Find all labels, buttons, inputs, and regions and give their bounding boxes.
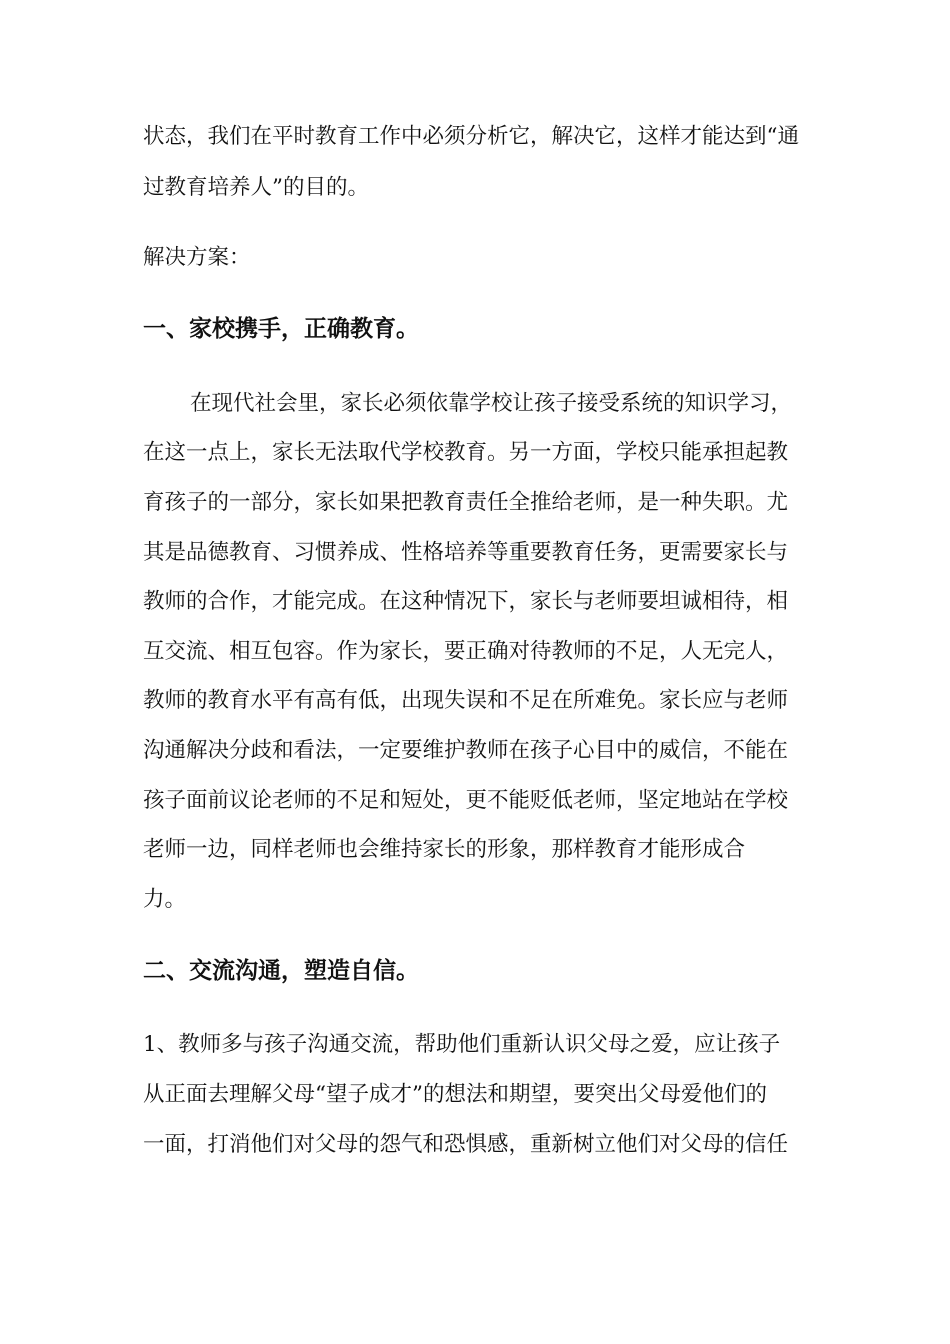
paragraph-line: 沟通解决分歧和看法，一定要维护教师在孩子心目中的威信，不能在: [143, 738, 789, 763]
paragraph-line: 孩子面前议论老师的不足和短处，更不能贬低老师，坚定地站在学校: [143, 788, 789, 813]
paragraph-line: 从正面去理解父母“望子成才”的想法和期望，要突出父母爱他们的: [143, 1082, 767, 1107]
paragraph-line: 一面，打消他们对父母的怨气和恐惧感，重新树立他们对父母的信任: [143, 1132, 789, 1157]
paragraph-line: 互交流、相互包容。作为家长，要正确对待教师的不足，人无完人，: [143, 639, 789, 664]
paragraph-line: 教师的教育水平有高有低，出现失误和不足在所难免。家长应与老师: [143, 688, 789, 713]
section-heading: 二、交流沟通，塑造自信。: [143, 958, 419, 984]
paragraph-line: 老师一边，同样老师也会维持家长的形象，那样教育才能形成合: [143, 837, 746, 862]
paragraph-line: 其是品德教育、习惯养成、性格培养等重要教育任务，更需要家长与: [143, 540, 789, 565]
paragraph-line: 教师的合作，才能完成。在这种情况下，家长与老师要坦诚相待，相: [143, 589, 789, 614]
intro-line: 过教育培养人”的目的。: [143, 175, 369, 200]
solution-label: 解决方案：: [143, 245, 251, 270]
paragraph-line: 在这一点上，家长无法取代学校教育。另一方面，学校只能承担起教: [143, 440, 789, 465]
section-heading: 一、家校携手，正确教育。: [143, 316, 419, 342]
paragraph-line: 力。: [143, 887, 187, 912]
paragraph-line: 育孩子的一部分，家长如果把教育责任全推给老师，是一种失职。尤: [143, 490, 789, 515]
intro-line: 状态，我们在平时教育工作中必须分析它，解决它，这样才能达到“通: [143, 124, 799, 149]
paragraph-line: 在现代社会里，家长必须依靠学校让孩子接受系统的知识学习，: [190, 391, 793, 416]
paragraph-line: 1、教师多与孩子沟通交流，帮助他们重新认识父母之爱，应让孩子: [143, 1032, 781, 1057]
